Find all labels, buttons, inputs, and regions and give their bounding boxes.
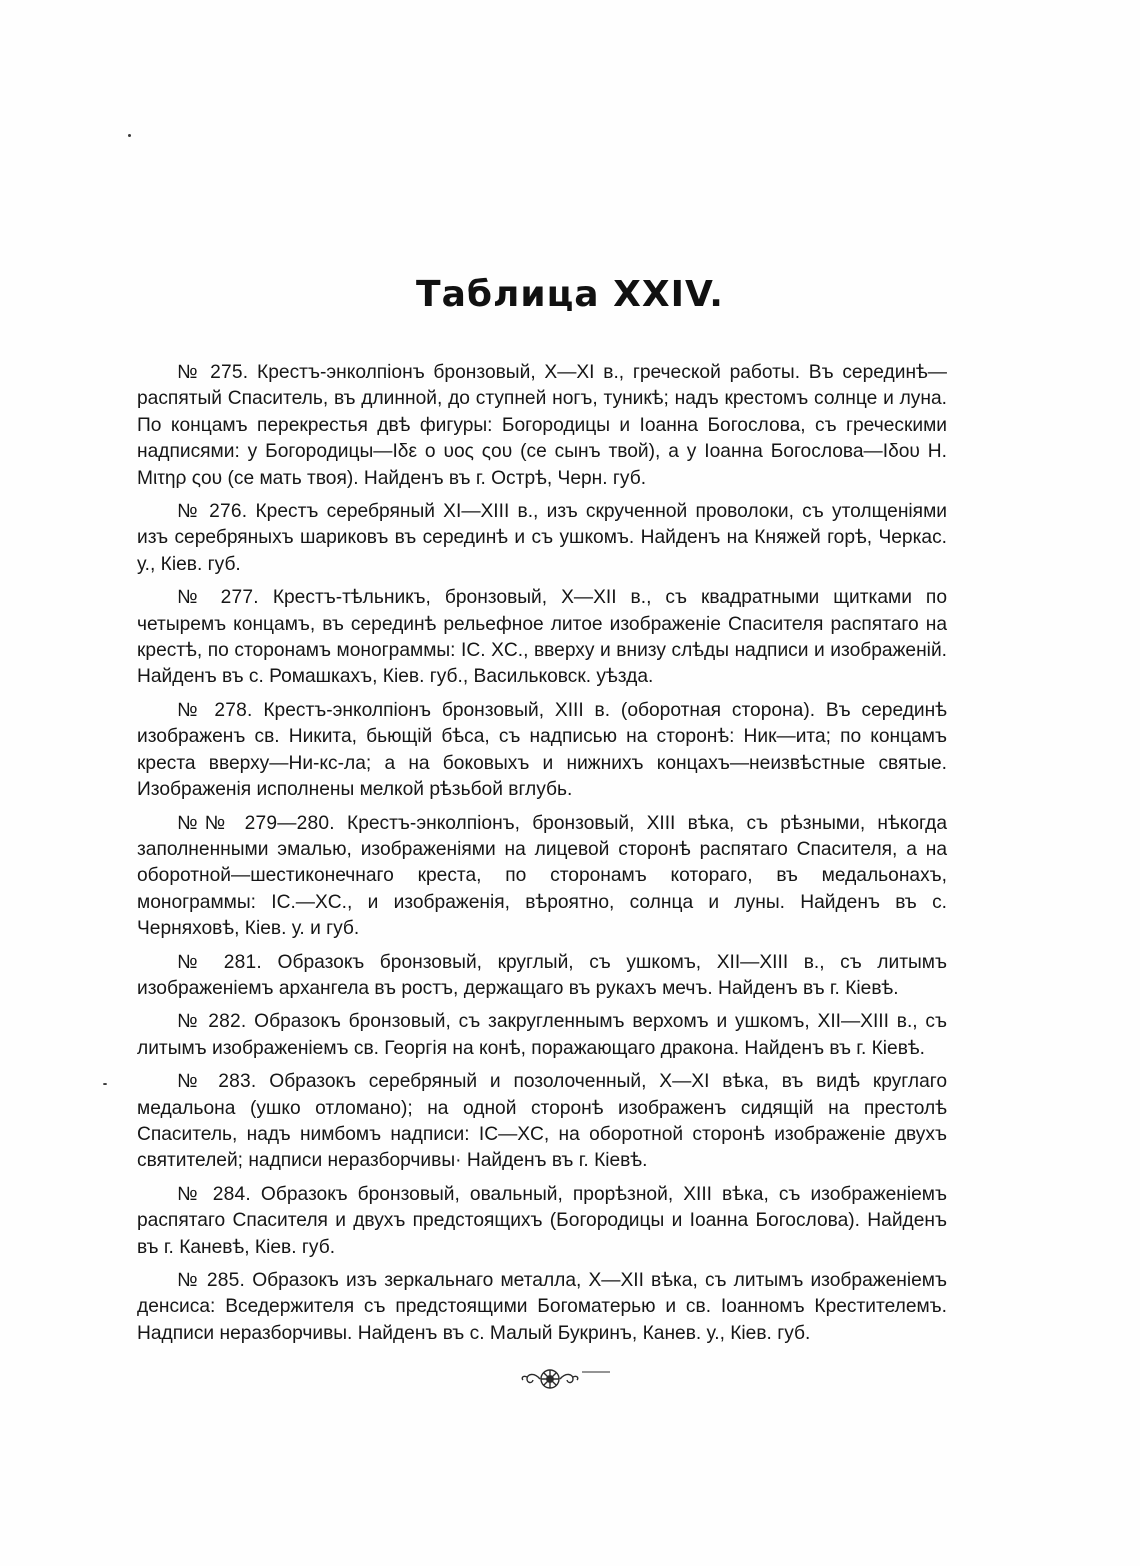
entry-275 <box>137 360 947 492</box>
entry-text: Крестъ-энколпіонъ бронзовый, X—XI в., греческой работы. Въ серединѣ— распятый Спаситель, въ длинной, до ступней ногъ, туникѣ; надъ крестомъ солнце и луна. По концамъ перекрестья двѣ фигуры: Богородицы и Іоанна Богослова, съ греческими надписями: у Богородицы—Ιδε ο υος ςου (се сынъ твой), а у Іоанна Богослова—Ιδου Η. Μιτηρ ςου (се мать твоя). Найденъ въ г. Острѣ, Черн. губ. <box>137 362 947 489</box>
scan-speck <box>128 134 131 137</box>
entry-text: Образокъ изъ зеркальнаго металла, X—XII вѣка, съ литымъ изображеніемъ денсиса: Вседержителя съ предстоящими Богоматерью и св. Іоанномъ Крестителемъ. Надписи неразборчивы. Найденъ въ с. Малый Букринъ, Канев. у., Кіев. губ. <box>137 1270 947 1344</box>
entry-number: № 281. <box>177 951 262 973</box>
entry-281 <box>137 950 947 1003</box>
entry-279-280 <box>137 811 947 943</box>
entry-number: № 277. <box>177 587 259 609</box>
entry-277 <box>137 585 947 691</box>
entry-text: Образокъ серебряный и позолоченный, X—XI вѣка, въ видѣ круглаго медальона (ушко отломано); на одной сторонѣ изображенъ сидящій на престолѣ Спаситель, надъ нимбомъ надписи: IC—XC, на оборотной сторонѣ изображеніе двухъ святителей; надписи неразборчивы· Найденъ въ г. Кіевѣ. <box>137 1071 947 1172</box>
entry-text: Крестъ-энколпіонъ бронзовый, XIII в. (оборотная сторона). Въ серединѣ изображенъ св. Никита, бьющій бѣса, съ надписью на сторонѣ: Ник—ита; по концамъ креста вверху—Ни-кс-ла; а на боковыхъ и нижнихъ концахъ—неизвѣстные святые. Изображенія исполнены мелкой рѣзьбой вглубь. <box>137 699 947 801</box>
entry-number: № 285. <box>177 1270 246 1291</box>
entry-278 <box>137 698 947 804</box>
entry-text: Образокъ бронзовый, круглый, съ ушкомъ, XII—XIII в., съ литымъ изображеніемъ архангела въ ростъ, держащаго въ рукахъ мечъ. Найденъ въ г. Кіевѣ. <box>137 951 947 999</box>
entry-number: № 275. <box>177 362 249 383</box>
entry-text: Образокъ бронзовый, овальный, прорѣзной, XIII вѣка, съ изображеніемъ распятаго Спасителя и двухъ предстоящихъ (Богородицы и Іоанна Богослова). Найденъ въ г. Каневѣ, Кіев. губ. <box>137 1183 947 1258</box>
floral-tailpiece-icon <box>500 1362 640 1396</box>
entry-number: № 282. <box>177 1011 247 1033</box>
entry-text: Крестъ серебряный XI—XIII в., изъ скрученной проволоки, съ утолщеніями изъ серебряныхъ шариковъ въ серединѣ и съ ушкомъ. Найденъ на Княжей горѣ, Черкас. у., Кіев. губ. <box>137 501 947 575</box>
entry-text: Крестъ-тѣльникъ, бронзовый, X—XII в., съ квадратными щитками по четыремъ концамъ, въ серединѣ рельефное литое изображеніе Спасителя распятаго на крестѣ, по сторонамъ монограммы: IC. XC., вверху и внизу слѣды надписи и изображеній. Найденъ въ с. Ромашкахъ, Кіев. губ., Васильковск. уѣзда. <box>137 587 947 688</box>
scan-speck <box>103 1083 107 1085</box>
entry-text: Крестъ-энколпіонъ, бронзовый, XIII вѣка, съ рѣзными, нѣкогда заполненными эмалью, изображеніями на лицевой сторонѣ распятаго Спасителя, а на оборотной—шестиконечнаго креста, по сторонамъ котораго, въ медальонахъ, монограммы: IC.—XC., и изображенія, вѣроятно, солнца и луны. Найденъ въ с. Черняховѣ, Кіев. у. и губ. <box>137 812 947 940</box>
entry-number: № 278. <box>177 699 253 721</box>
entry-282 <box>137 1009 947 1062</box>
entry-number: № 283. <box>177 1071 257 1093</box>
page-title: Таблица XXIV. <box>416 274 724 315</box>
entry-number: № 276. <box>177 501 248 523</box>
entry-text: Образокъ бронзовый, съ закругленнымъ верхомъ и ушкомъ, XII—XIII в., съ литымъ изображеніемъ св. Георгія на конѣ, поражающаго дракона. Найденъ въ г. Кіевѣ. <box>137 1011 947 1059</box>
entry-285 <box>137 1268 947 1347</box>
entry-number: № 284. <box>177 1183 251 1205</box>
entry-276 <box>137 499 947 578</box>
entry-283 <box>137 1069 947 1175</box>
entry-number: №№ 279—280. <box>177 812 335 834</box>
entries-list <box>137 360 947 1354</box>
entry-284 <box>137 1182 947 1261</box>
